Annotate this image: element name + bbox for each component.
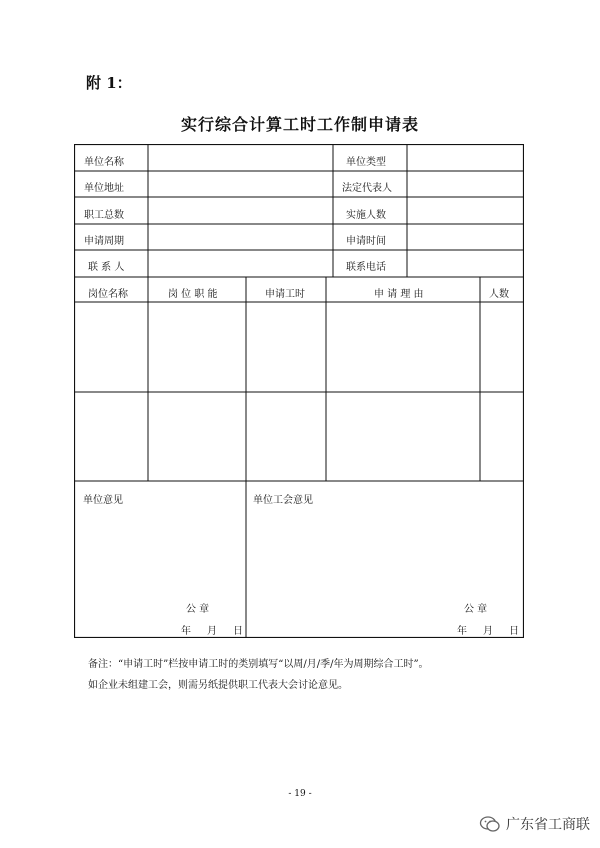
- watermark: [479, 814, 590, 834]
- unit-type-label: 单位类型: [346, 157, 386, 168]
- apply-time-label: 申请时间: [346, 236, 386, 247]
- union-date-year: 年: [457, 626, 467, 637]
- watermark-text: 广东省工商联: [506, 817, 590, 833]
- total-staff-label: 职工总数: [84, 210, 124, 221]
- contact-person-label: 联 系 人: [88, 262, 125, 273]
- unit-seal-label: 公 章: [186, 604, 210, 615]
- union-opinion-label: 单位工会意见: [253, 495, 313, 506]
- unit-address-label: 单位地址: [84, 183, 124, 194]
- application-form: [74, 144, 524, 638]
- unit-date-year: 年: [181, 626, 191, 637]
- unit-opinion-label: 单位意见: [83, 495, 123, 506]
- note-line-1: 备注：“申请工时”栏按申请工时的类别填写“以周/月/季/年为周期综合工时”。: [88, 659, 429, 670]
- contact-phone-label: 联系电话: [346, 262, 386, 273]
- appendix-label: 附 1：: [86, 74, 132, 92]
- unit-name-label: 单位名称: [84, 157, 124, 168]
- apply-period-label: 申请周期: [84, 236, 124, 247]
- col-position-duty: 岗 位 职 能: [168, 289, 218, 300]
- col-position-name: 岗位名称: [88, 289, 128, 300]
- note-line-2: 如企业未组建工会，则需另纸提供职工代表大会讨论意见。: [88, 680, 348, 691]
- unit-date-month: 月: [207, 626, 217, 637]
- unit-date-day: 日: [233, 626, 243, 637]
- col-reason: 申 请 理 由: [374, 289, 424, 300]
- legal-rep-label: 法定代表人: [342, 183, 392, 194]
- union-seal-label: 公 章: [464, 604, 488, 615]
- form-grid: [74, 144, 524, 638]
- page-number: - 19 -: [288, 789, 312, 799]
- union-date-day: 日: [509, 626, 519, 637]
- form-title: 实行综合计算工时工作制申请表: [180, 115, 419, 134]
- union-date-month: 月: [483, 626, 493, 637]
- col-apply-hours: 申请工时: [265, 289, 305, 300]
- col-headcount: 人数: [489, 289, 509, 300]
- implementing-count-label: 实施人数: [346, 210, 386, 221]
- wechat-icon: [479, 815, 501, 833]
